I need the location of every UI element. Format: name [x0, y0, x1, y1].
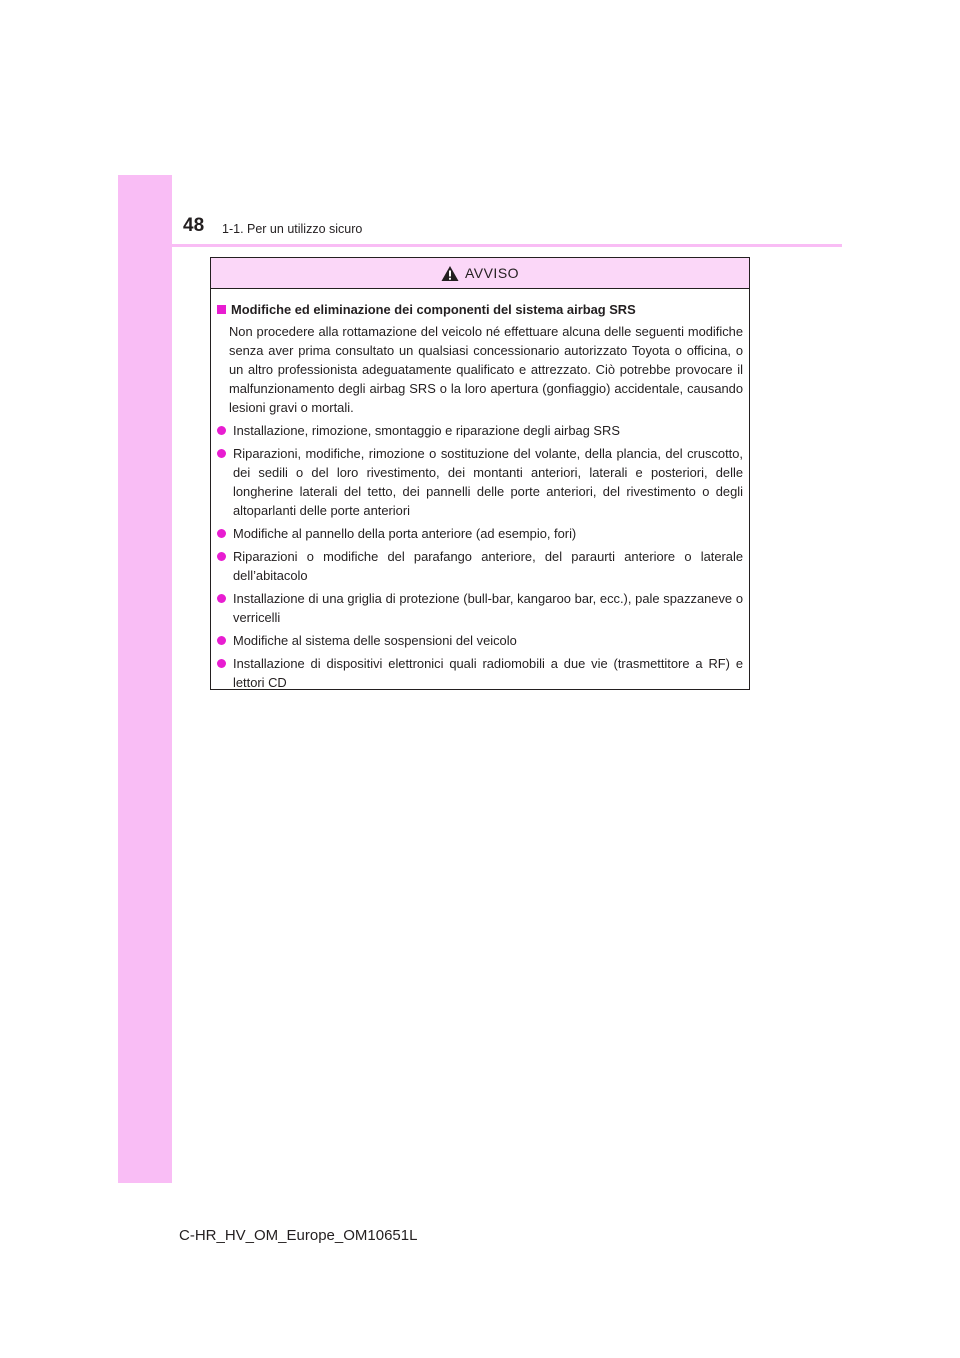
warning-box — [210, 257, 750, 690]
list-item-text: Modifiche al sistema delle sospensioni del veicolo — [233, 633, 517, 648]
list-item-text: Riparazioni, modifiche, rimozione o sostituzione del volante, della plancia, del cruscotto, dei sedili o del loro rivestimento, dei montanti anteriori, laterali e posteriori, delle longherine laterali del tetto, dei pannelli delle porte anteriori, del rivestimento o degli altoparlanti delle porte anteriori — [233, 446, 743, 518]
list-item-text: Modifiche al pannello della porta anteriore (ad esempio, fori) — [233, 526, 577, 541]
bullet-dot-icon — [217, 552, 226, 561]
square-bullet-icon — [217, 305, 226, 314]
subheading-text: Modifiche ed eliminazione dei componenti del sistema airbag SRS — [231, 302, 636, 317]
warning-subheading — [217, 300, 743, 319]
modification-list — [217, 421, 743, 692]
warning-body — [211, 289, 749, 692]
list-item — [217, 444, 743, 520]
list-item-text: Installazione, rimozione, smontaggio e riparazione degli airbag SRS — [233, 423, 620, 438]
bullet-dot-icon — [217, 659, 226, 668]
bullet-dot-icon — [217, 426, 226, 435]
warning-triangle-icon — [441, 265, 459, 282]
list-item-text: Installazione di una griglia di protezione (bull-bar, kangaroo bar, ecc.), pale spazzaneve o verricelli — [233, 591, 743, 625]
list-item — [217, 421, 743, 440]
section-title: 1-1. Per un utilizzo sicuro — [222, 222, 363, 236]
warning-label: AVVISO — [464, 265, 520, 281]
document-code: C-HR_HV_OM_Europe_OM10651L — [179, 1227, 418, 1244]
bullet-dot-icon — [217, 449, 226, 458]
page-number: 48 — [183, 215, 205, 236]
list-item — [217, 589, 743, 627]
warning-intro: Non procedere alla rottamazione del veicolo né effettuare alcuna delle seguenti modifiche senza aver prima consultato un qualsiasi concessionario autorizzato Toyota o officina, o un altro professionista adeguatamente qualificato e attrezzato. Ciò potrebbe provocare il malfunzionamento degli airbag SRS o la loro apertura (gonfiaggio) accidentale, causando lesioni gravi o mortali. — [229, 324, 743, 415]
bullet-dot-icon — [217, 594, 226, 603]
list-item — [217, 654, 743, 692]
side-margin-strip — [118, 175, 172, 1183]
warning-header — [211, 258, 749, 289]
header-rule — [118, 244, 842, 247]
list-item-text: Riparazioni o modifiche del parafango anteriore, del paraurti anteriore o laterale dell’abitacolo — [233, 549, 743, 583]
list-item — [217, 524, 743, 543]
list-item-text: Installazione di dispositivi elettronici quali radiomobili a due vie (trasmettitore a RF) e lettori CD — [233, 656, 743, 690]
list-item — [217, 631, 743, 650]
list-item — [217, 547, 743, 585]
bullet-dot-icon — [217, 636, 226, 645]
bullet-dot-icon — [217, 529, 226, 538]
